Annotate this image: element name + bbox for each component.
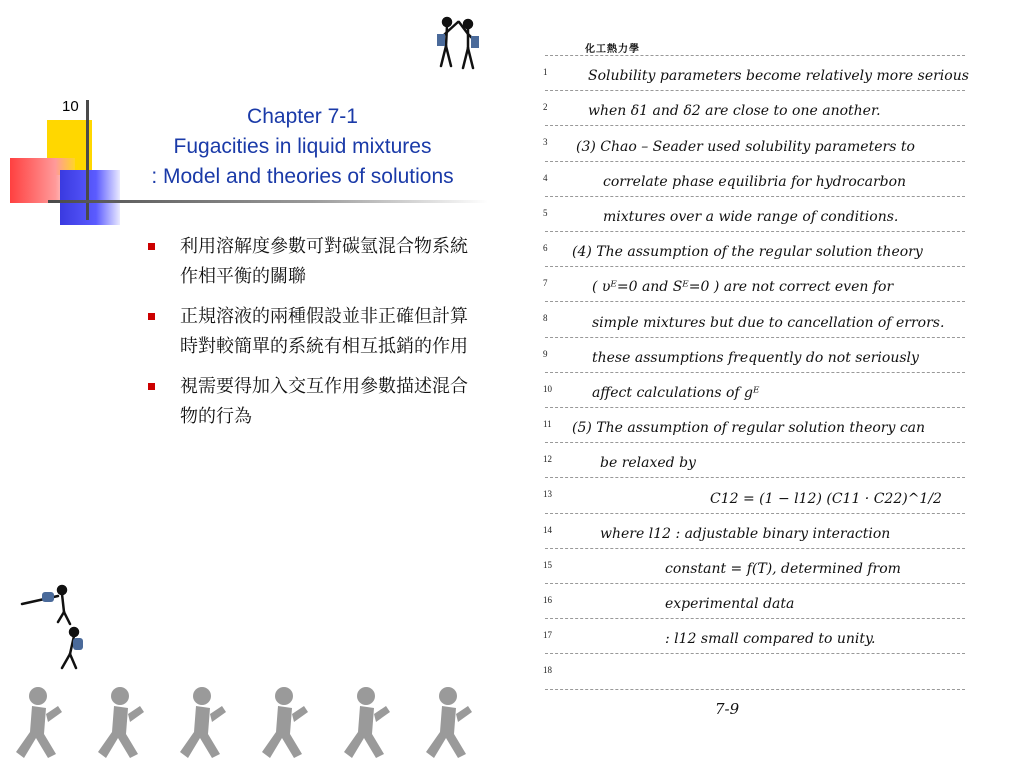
bullet-text: 正規溶液的兩種假設並非正確但計算時對較簡單的系統有相互抵銷的作用 bbox=[180, 306, 468, 357]
notebook-rule bbox=[545, 301, 965, 302]
slide-title bbox=[110, 102, 495, 192]
bullet-square-icon bbox=[148, 383, 155, 390]
running-figure-icon bbox=[98, 687, 144, 758]
bullet-item bbox=[148, 232, 468, 292]
handwritten-line: (5) The assumption of regular solution theory can bbox=[572, 420, 926, 437]
notebook-rule bbox=[545, 196, 965, 197]
notebook-rule bbox=[545, 125, 965, 126]
handwritten-line: be relaxed by bbox=[600, 455, 696, 472]
two-people-high-five-icon bbox=[432, 14, 482, 74]
decorative-horizontal-line bbox=[48, 200, 488, 203]
bullet-item bbox=[148, 372, 468, 432]
running-figure-icon bbox=[262, 687, 308, 758]
handwritten-line: where l12 : adjustable binary interaction bbox=[600, 525, 891, 542]
running-figure-icon bbox=[426, 687, 472, 758]
notebook-rule bbox=[545, 372, 965, 373]
notebook-line-number: 7 bbox=[543, 278, 548, 289]
notebook-line-number: 17 bbox=[543, 630, 552, 641]
notebook-line-number: 16 bbox=[543, 595, 552, 605]
bullet-item bbox=[148, 302, 468, 362]
handwritten-line: simple mixtures but due to cancellation of errors. bbox=[592, 314, 945, 331]
notebook-line-number: 9 bbox=[543, 348, 548, 359]
notebook-rule bbox=[545, 548, 965, 549]
running-figure-icon bbox=[344, 687, 390, 758]
handwritten-line: mixtures over a wide range of conditions. bbox=[603, 209, 899, 225]
notebook-line-number: 2 bbox=[543, 102, 548, 113]
notebook-line-number: 11 bbox=[543, 419, 552, 429]
notebook-rule bbox=[545, 266, 965, 267]
title-line-2: Fugacities in liquid mixtures bbox=[173, 135, 432, 158]
handwritten-line: when δ1 and δ2 are close to one another. bbox=[588, 103, 881, 120]
running-figure-icon bbox=[180, 687, 226, 758]
handwritten-line: affect calculations of gᴱ bbox=[592, 385, 760, 401]
notebook-rule bbox=[545, 337, 965, 338]
notebook-line-number: 14 bbox=[543, 524, 552, 535]
notebook-rule bbox=[545, 90, 965, 91]
notebook-rule bbox=[545, 477, 965, 478]
climbers-helping-icon bbox=[18, 582, 88, 672]
bullet-text: 利用溶解度參數可對碳氫混合物系統作相平衡的關聯 bbox=[180, 236, 468, 287]
slide-number: 10 bbox=[62, 98, 79, 115]
notebook-rule bbox=[545, 653, 965, 654]
notebook-rule bbox=[545, 513, 965, 514]
notebook-line-number: 13 bbox=[543, 489, 552, 500]
notebook-line-number: 4 bbox=[543, 172, 548, 183]
notebook-rule bbox=[545, 55, 965, 56]
bullet-list bbox=[148, 232, 468, 442]
handwritten-line: C12 = (1 − l12) (C11 · C22)^1/2 bbox=[710, 490, 942, 507]
handwritten-line: (3) Chao – Seader used solubility parameters to bbox=[576, 138, 915, 155]
notebook-line-number: 5 bbox=[543, 207, 548, 218]
notebook-page bbox=[532, 28, 977, 728]
notebook-rule bbox=[545, 689, 965, 690]
notebook-line-number: 8 bbox=[543, 313, 548, 324]
notebook-line-number: 3 bbox=[543, 137, 548, 148]
notebook-rule bbox=[545, 618, 965, 619]
handwritten-line: : l12 small compared to unity. bbox=[665, 631, 876, 648]
bullet-text: 視需要得加入交互作用參數描述混合物的行為 bbox=[180, 376, 468, 427]
notebook-line-number: 12 bbox=[543, 454, 552, 465]
notebook-rule bbox=[545, 231, 965, 232]
bullet-square-icon bbox=[148, 313, 155, 320]
title-line-1: Chapter 7-1 bbox=[247, 105, 358, 128]
handwritten-line: correlate phase equilibria for hydrocarbon bbox=[603, 173, 907, 190]
handwritten-line: ( υᴱ=0 and Sᴱ=0 ) are not correct even for bbox=[592, 279, 894, 296]
running-figures-row bbox=[0, 686, 490, 768]
notebook-line-number: 6 bbox=[543, 243, 548, 253]
notebook-line-number: 18 bbox=[543, 665, 552, 676]
notebook-rule bbox=[545, 442, 965, 443]
handwritten-line: experimental data bbox=[665, 596, 795, 613]
notebook-rule bbox=[545, 407, 965, 408]
running-figure-icon bbox=[16, 687, 62, 758]
notebook-rule bbox=[545, 583, 965, 584]
notebook-line-number: 15 bbox=[543, 559, 552, 570]
title-line-3: : Model and theories of solutions bbox=[151, 165, 454, 188]
handwritten-line: Solubility parameters become relatively more serious bbox=[588, 68, 969, 85]
notebook-rule bbox=[545, 161, 965, 162]
handwritten-line: (4) The assumption of the regular solution theory bbox=[572, 244, 923, 261]
handwritten-line: constant = f(T), determined from bbox=[665, 561, 901, 577]
bullet-square-icon bbox=[148, 243, 155, 250]
notebook-line-number: 10 bbox=[543, 383, 552, 394]
notebook-line-number: 1 bbox=[543, 67, 548, 77]
handwritten-line: these assumptions frequently do not seriously bbox=[592, 349, 919, 366]
notebook-header: 化工熱力學 bbox=[585, 44, 640, 55]
notebook-page-number: 7-9 bbox=[715, 700, 740, 718]
